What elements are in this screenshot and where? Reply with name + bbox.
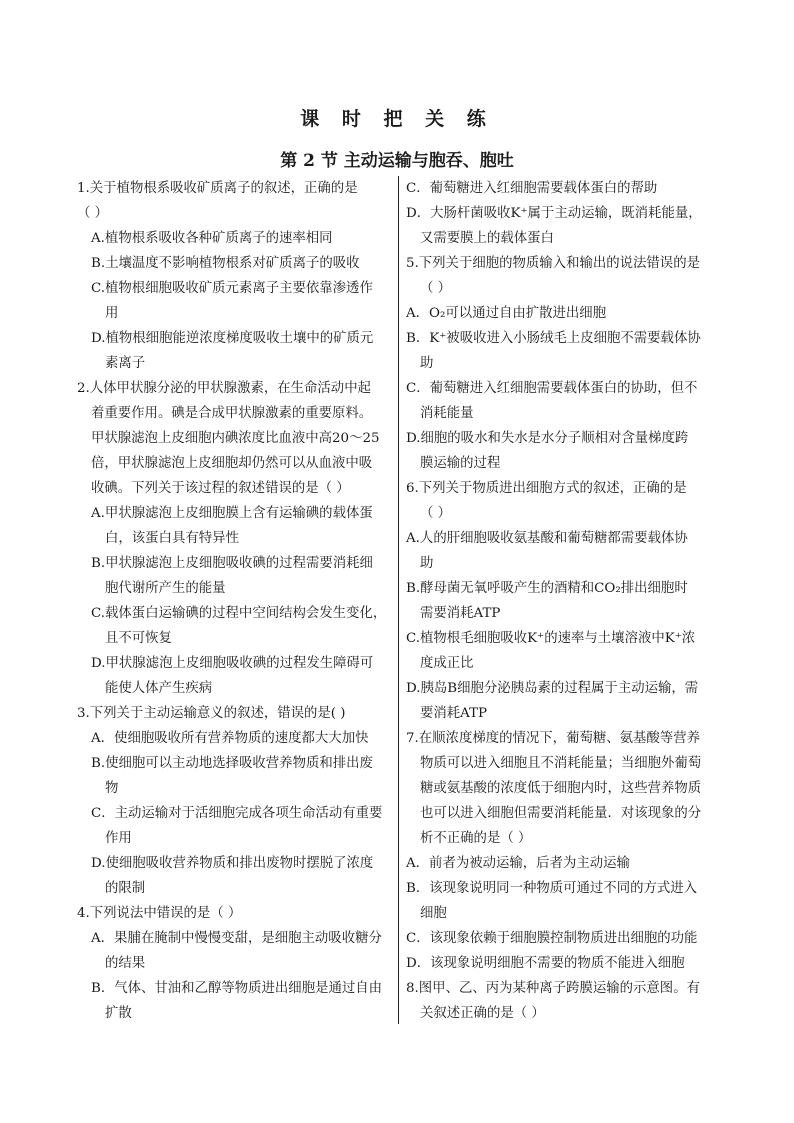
text-line: 7.在顺浓度梯度的情况下，葡萄糖、氨基酸等营养 — [406, 731, 700, 746]
right-column — [406, 176, 728, 1026]
column-divider — [398, 176, 399, 1024]
text-line: 胞代谢所产生的能量 — [105, 581, 226, 596]
text-line: 糖或氨基酸的浓度低于细胞内时，这些营养物质 — [420, 781, 702, 796]
text-line: C．葡萄糖进入红细胞需要载体蛋白的帮助 — [406, 181, 658, 196]
text-line: 8.图甲、乙、丙为某种离子跨膜运输的示意图。有 — [406, 981, 700, 996]
text-line: B．K⁺被吸收进入小肠绒毛上皮细胞不需要载体协 — [406, 331, 701, 346]
page-title: 课 时 把 关 练 — [300, 108, 494, 130]
text-line: B.甲状腺滤泡上皮细胞吸收碘的过程需要消耗细 — [91, 556, 373, 571]
text-line: 助 — [420, 356, 434, 371]
text-line: 扩散 — [105, 1006, 132, 1021]
text-line: 细胞 — [420, 906, 447, 921]
text-line: D.使细胞吸收营养物质和排出废物时摆脱了浓度 — [91, 856, 374, 871]
text-line: A.植物根系吸收各种矿质离子的速率相同 — [91, 231, 333, 246]
text-line: C.植物根细胞吸收矿质元素离子主要依靠渗透作 — [91, 281, 373, 296]
text-line: （ ） — [420, 281, 452, 296]
text-line: 倍，甲状腺滤泡上皮细胞却仍然可以从血液中吸 — [91, 456, 373, 471]
text-line: 的结果 — [105, 956, 146, 971]
text-line: （ ） — [77, 206, 109, 221]
text-line: D.植物根细胞能逆浓度梯度吸收土壤中的矿质元 — [91, 331, 374, 346]
text-line: 物 — [105, 781, 119, 796]
text-line: 膜运输的过程 — [420, 456, 501, 471]
text-line: 4.下列说法中错误的是（ ） — [77, 906, 242, 921]
text-line: 甲状腺滤泡上皮细胞内碘浓度比血液中高20～25 — [91, 431, 380, 446]
text-line: B.土壤温度不影响植物根系对矿质离子的吸收 — [91, 256, 360, 271]
text-line: 又需要膜上的载体蛋白 — [420, 231, 554, 246]
text-line: 3.下列关于主动运输意义的叙述，错误的是( ) — [77, 706, 346, 721]
text-line: A．果脯在腌制中慢慢变甜，是细胞主动吸收糖分 — [91, 931, 382, 946]
text-line: B.酵母菌无氧呼吸产生的酒精和CO₂排出细胞时 — [406, 581, 688, 596]
text-line: D.胰岛B细胞分泌胰岛素的过程属于主动运输，需 — [406, 681, 699, 696]
text-line: D.细胞的吸水和失水是水分子顺相对含量梯度跨 — [406, 431, 689, 446]
section-subtitle: 第 2 节 主动运输与胞吞、胞吐 — [280, 151, 514, 171]
text-line: 需要消耗ATP — [420, 606, 501, 621]
left-column — [77, 176, 395, 1026]
text-line: 素离子 — [105, 356, 146, 371]
text-line: D.甲状腺滤泡上皮细胞吸收碘的过程发生障碍可 — [91, 656, 374, 671]
text-line: A.人的肝细胞吸收氨基酸和葡萄糖都需要载体协 — [406, 531, 688, 546]
text-line: C．主动运输对于活细胞完成各项生命活动有重要 — [91, 806, 383, 821]
text-line: C.植物根毛细胞吸收K⁺的速率与土壤溶液中K⁺浓 — [406, 631, 696, 646]
text-line: 助 — [420, 556, 434, 571]
text-line: 能使人体产生疾病 — [105, 681, 213, 696]
text-line: 且不可恢复 — [105, 631, 172, 646]
text-line: C．该现象依赖于细胞膜控制物质进出细胞的功能 — [406, 931, 698, 946]
text-line: 要消耗ATP — [420, 706, 488, 721]
text-line: B.使细胞可以主动地选择吸收营养物质和排出废 — [91, 756, 373, 771]
text-line: 白，该蛋白具有特异性 — [105, 531, 239, 546]
text-line: 物质可以进入细胞且不消耗能量；当细胞外葡萄 — [420, 756, 702, 771]
text-line: A.甲状腺滤泡上皮细胞膜上含有运输碘的载体蛋 — [91, 506, 373, 521]
text-line: 用 — [105, 306, 119, 321]
text-line: 的限制 — [105, 881, 146, 896]
text-line: C．葡萄糖进入红细胞需要载体蛋白的协助，但不 — [406, 381, 698, 396]
text-line: C.载体蛋白运输碘的过程中空间结构会发生变化， — [91, 606, 387, 621]
text-line: （ ） — [420, 506, 452, 521]
text-line: 1.关于植物根系吸收矿质离子的叙述，正确的是 — [77, 181, 358, 196]
text-line: 着重要作用。碘是合成甲状腺激素的重要原料。 — [91, 406, 373, 421]
text-line: 6.下列关于物质进出细胞方式的叙述，正确的是 — [406, 481, 687, 496]
text-line: B．气体、甘油和乙醇等物质进出细胞是通过自由 — [91, 981, 383, 996]
text-line: D．大肠杆菌吸收K⁺属于主动运输，既消耗能量， — [406, 206, 702, 221]
text-line: 2.人体甲状腺分泌的甲状腺激素，在生命活动中起 — [77, 381, 371, 396]
text-line: 5.下列关于细胞的物质输入和输出的说法错误的是 — [406, 256, 700, 271]
text-line: A．前者为被动运输，后者为主动运输 — [406, 856, 630, 871]
text-line: 也可以进入细胞但需要消耗能量．对该现象的分 — [420, 806, 702, 821]
text-line: B．该现象说明同一种物质可通过不同的方式进入 — [406, 881, 698, 896]
text-line: 关叙述正确的是（ ） — [420, 1006, 545, 1021]
text-line: 析不正确的是（ ） — [420, 831, 532, 846]
text-line: 度成正比 — [420, 656, 474, 671]
text-line: 消耗能量 — [420, 406, 474, 421]
text-line: 作用 — [105, 831, 132, 846]
text-line: A．使细胞吸收所有营养物质的速度都大大加快 — [91, 731, 369, 746]
text-line: A．O₂可以通过自由扩散进出细胞 — [406, 306, 607, 321]
text-line: D．该现象说明细胞不需要的物质不能进入细胞 — [406, 956, 685, 971]
text-line: 收碘。下列关于该过程的叙述错误的是（ ） — [91, 481, 350, 496]
